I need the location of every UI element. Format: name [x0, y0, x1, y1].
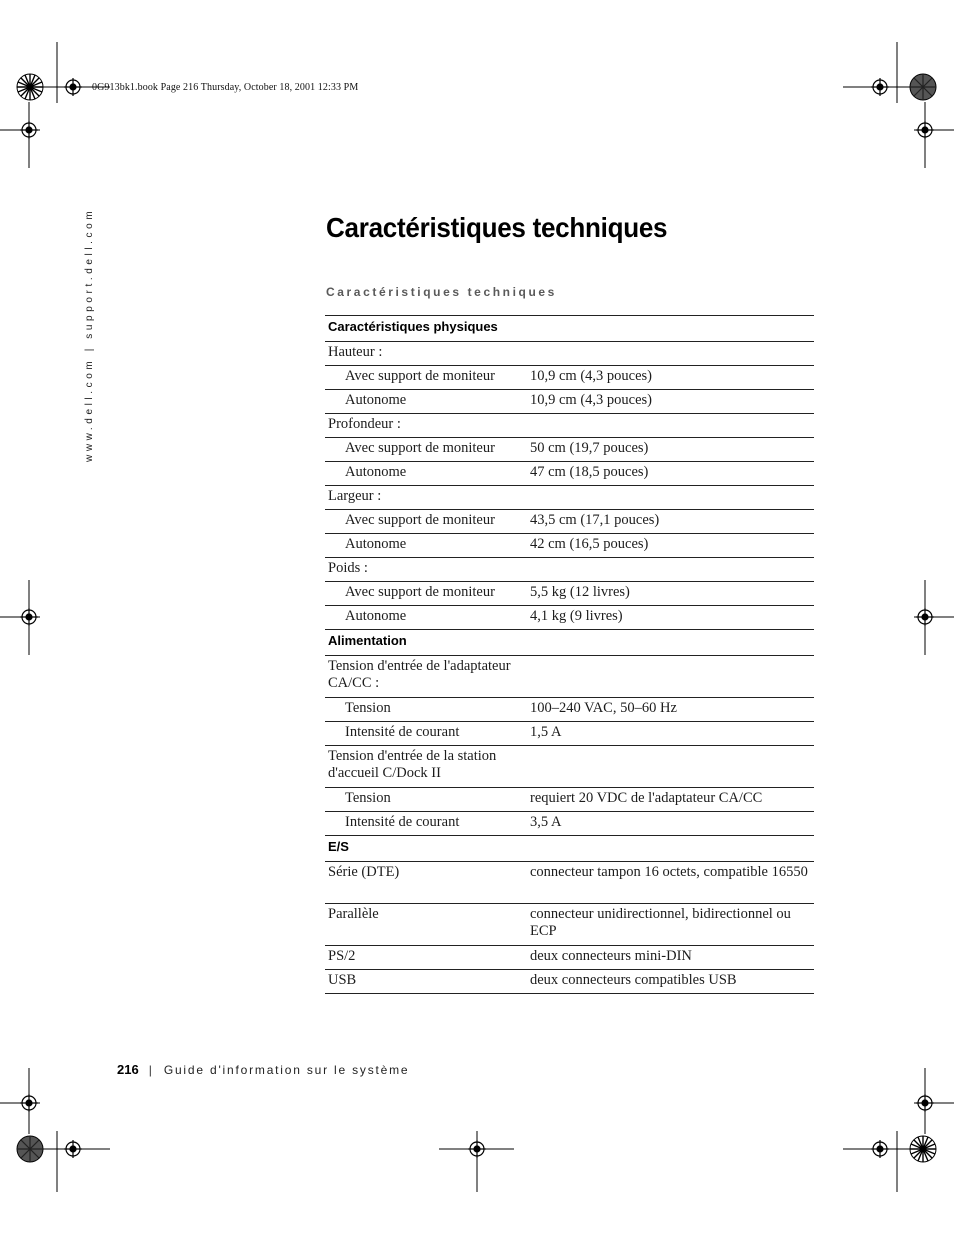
table-row [325, 746, 814, 788]
spec-value: 1,5 A [527, 722, 814, 746]
spec-value [527, 342, 814, 366]
registration-target-icon [20, 608, 38, 626]
spec-label: Avec support de moniteur [325, 438, 527, 462]
spec-value: 10,9 cm (4,3 pouces) [527, 390, 814, 414]
spec-label: Tension d'entrée de l'adaptateur CA/CC : [325, 656, 527, 698]
specifications-table [325, 315, 814, 994]
spec-value [527, 486, 814, 510]
section-heading: E/S [325, 836, 814, 862]
spec-label: Avec support de moniteur [325, 582, 527, 606]
registration-target-icon [916, 608, 934, 626]
registration-target-icon [20, 121, 38, 139]
spec-label: Tension [325, 788, 527, 812]
spec-label: Intensité de courant [325, 812, 527, 836]
section-heading: Caractéristiques physiques [325, 316, 814, 342]
color-wheel-icon [17, 74, 43, 100]
spec-label: Autonome [325, 606, 527, 630]
spec-label: Tension [325, 698, 527, 722]
registration-target-icon [20, 1094, 38, 1112]
spec-label: Autonome [325, 462, 527, 486]
spec-label: Largeur : [325, 486, 527, 510]
table-row [325, 342, 814, 366]
table-row [325, 390, 814, 414]
table-row [325, 788, 814, 812]
table-row [325, 904, 814, 946]
page-title: Caractéristiques techniques [326, 212, 668, 243]
table-row [325, 438, 814, 462]
registration-target-icon [64, 78, 82, 96]
table-row [325, 656, 814, 698]
spec-label: Profondeur : [325, 414, 527, 438]
spec-value [527, 558, 814, 582]
table-row [325, 582, 814, 606]
spec-value [527, 414, 814, 438]
section-heading-row [325, 316, 814, 342]
table-row [325, 698, 814, 722]
section-heading-row [325, 836, 814, 862]
table-row [325, 486, 814, 510]
spec-value: deux connecteurs compatibles USB [527, 970, 814, 994]
spec-value: 5,5 kg (12 livres) [527, 582, 814, 606]
spec-value: 50 cm (19,7 pouces) [527, 438, 814, 462]
spec-value: deux connecteurs mini-DIN [527, 946, 814, 970]
registration-target-icon [468, 1140, 486, 1158]
spec-value: connecteur unidirectionnel, bidirectionnel ou ECP [527, 904, 814, 946]
spec-value [527, 656, 814, 698]
table-caption: Caractéristiques techniques [326, 285, 557, 299]
guide-title: Guide d'information sur le système [163, 1063, 410, 1077]
registration-target-icon [64, 1140, 82, 1158]
spec-label: Hauteur : [325, 342, 527, 366]
color-wheel-icon [910, 74, 936, 100]
table-row [325, 946, 814, 970]
spec-label: Poids : [325, 558, 527, 582]
registration-target-icon [916, 1094, 934, 1112]
table-row [325, 414, 814, 438]
table-row [325, 862, 814, 904]
section-heading-row [325, 630, 814, 656]
spec-label: Intensité de courant [325, 722, 527, 746]
spec-label: Série (DTE) [325, 862, 527, 904]
spec-value: connecteur tampon 16 octets, compatible 16550 [527, 862, 814, 904]
spec-value: requiert 20 VDC de l'adaptateur CA/CC [527, 788, 814, 812]
registration-target-icon [916, 121, 934, 139]
registration-target-icon [871, 78, 889, 96]
table-row [325, 366, 814, 390]
spec-value: 100–240 VAC, 50–60 Hz [527, 698, 814, 722]
section-heading: Alimentation [325, 630, 814, 656]
spec-value: 3,5 A [527, 812, 814, 836]
page-footer [117, 1062, 409, 1077]
spec-label: Parallèle [325, 904, 527, 946]
table-row [325, 606, 814, 630]
spec-label: PS/2 [325, 946, 527, 970]
spec-label: Avec support de moniteur [325, 366, 527, 390]
side-url: www.dell.com | support.dell.com [84, 207, 95, 462]
spec-label: Avec support de moniteur [325, 510, 527, 534]
spec-value: 43,5 cm (17,1 pouces) [527, 510, 814, 534]
page-number: 216 [117, 1062, 139, 1077]
spec-value: 10,9 cm (4,3 pouces) [527, 366, 814, 390]
spec-value [527, 746, 814, 788]
spec-value: 42 cm (16,5 pouces) [527, 534, 814, 558]
table-row [325, 510, 814, 534]
print-header: 0G913bk1.book Page 216 Thursday, October 18, 2001 12:33 PM [92, 82, 359, 93]
spec-value: 4,1 kg (9 livres) [527, 606, 814, 630]
table-row [325, 558, 814, 582]
spec-label: Tension d'entrée de la station d'accueil C/Dock II [325, 746, 527, 788]
footer-separator: | [148, 1063, 152, 1077]
spec-value: 47 cm (18,5 pouces) [527, 462, 814, 486]
spec-label: USB [325, 970, 527, 994]
registration-target-icon [871, 1140, 889, 1158]
table-row [325, 970, 814, 994]
table-row [325, 722, 814, 746]
table-row [325, 812, 814, 836]
spec-label: Autonome [325, 534, 527, 558]
table-row [325, 462, 814, 486]
table-row [325, 534, 814, 558]
color-wheel-icon [17, 1136, 43, 1162]
spec-label: Autonome [325, 390, 527, 414]
color-wheel-icon [910, 1136, 936, 1162]
specifications-table-body [325, 316, 814, 994]
